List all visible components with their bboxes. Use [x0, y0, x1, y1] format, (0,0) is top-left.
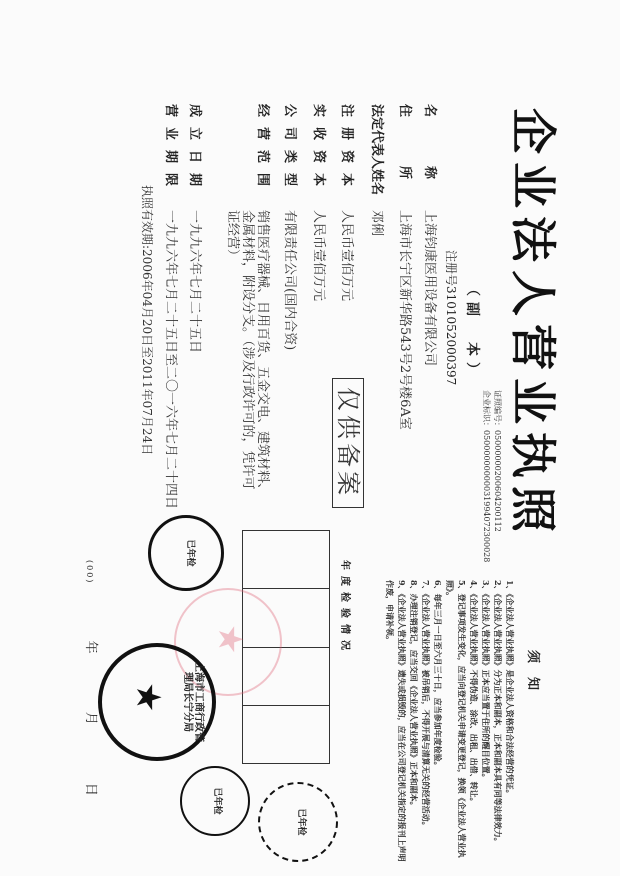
field-value-name: 上海钧康医用设备有限公司 — [422, 210, 437, 367]
field-value-term: 一九九六年七月二十五日至二〇一六年七月二十四日 — [163, 210, 178, 510]
enterprise-id: 企业标识：05000000000031994072300028 — [482, 390, 491, 563]
seal-text: 已年检 — [212, 787, 222, 815]
annual-inspection-seal — [148, 515, 224, 591]
issue-date-prefix: (00) — [85, 560, 94, 585]
star-icon: ★ — [210, 624, 250, 655]
field-label-established: 成立日期 — [187, 104, 202, 197]
issue-date — [82, 560, 98, 798]
notes-title: 须知 — [525, 650, 540, 705]
registration-number: 注册号3101052000397 — [444, 250, 458, 386]
issue-year: 年 — [83, 640, 98, 656]
field-label-name: 名 称 — [422, 104, 437, 198]
certificate-number: 证照编号：05000000200604200112 — [493, 390, 502, 532]
license-validity: 执照有效期:2006年04月20日至2011年07月24日 — [140, 185, 154, 456]
field-value-address: 上海市长宁区新华路543号2号楼6A室 — [397, 210, 412, 430]
note-item: 2、《企业法人营业执照》分为正本和副本，正本和副本具有同等法律效力。 — [493, 580, 503, 846]
note-item: 8、办理注销登记，应当交回《企业法人营业执照》正本和副本。 — [409, 580, 419, 810]
notes-list — [384, 580, 516, 866]
field-label-term: 营业期限 — [163, 104, 178, 197]
field-label-business-scope: 经营范围 — [255, 104, 270, 197]
note-item: 4、《企业法人营业执照》不得伪造、涂改、出租、出借、转让。 — [469, 580, 479, 806]
field-label-registered-capital: 注册资本 — [339, 104, 354, 197]
field-value-legal-rep: 邓俐 — [369, 210, 384, 237]
filing-only-stamp: 仅供备案 — [332, 378, 364, 508]
annual-inspection-seal — [180, 766, 250, 836]
field-value-business-scope: 销售医疗器械、日用百货、五金交电、建筑材料、金属材料，附设分支。（涉及行政许可的，凭许可证经营） — [225, 210, 270, 497]
inspection-cell — [243, 531, 329, 589]
star-icon: ★ — [128, 682, 168, 713]
note-item: 6、每年三月一日至六月三十日，应当参加年度检验。 — [433, 580, 443, 770]
seal-text: 已年检 — [296, 808, 306, 836]
inspection-cell — [243, 706, 329, 763]
note-item: 9、《企业法人营业执照》遗失或损毁的，应当在公司登记机关指定的报刊上声明作废，申请补领。 — [385, 580, 407, 862]
field-value-paid-capital: 人民币壹佰万元 — [311, 210, 326, 302]
field-label-address: 住 所 — [397, 104, 412, 198]
note-item: 1、《企业法人营业执照》是企业法人资格和合法经营的凭证。 — [505, 580, 515, 798]
field-value-registered-capital: 人民币壹佰万元 — [339, 210, 354, 302]
field-value-company-type: 有限责任公司(国内合资) — [282, 210, 297, 351]
issue-month: 月 — [83, 711, 98, 727]
issue-day: 日 — [83, 782, 98, 798]
note-item: 3、《企业法人营业执照》正本应当置于住所的醒目位置。 — [481, 580, 491, 782]
note-item: 7、《企业法人营业执照》被吊销后，不得开展与清算无关的经营活动。 — [421, 580, 431, 830]
license-title: 企业法人营业执照 — [506, 108, 560, 540]
annual-inspection-seal — [258, 782, 338, 862]
authority-seal — [98, 643, 216, 761]
field-label-paid-capital: 实收资本 — [311, 104, 326, 197]
copy-label: （副 本） — [464, 282, 480, 382]
note-item: 5、登记事项发生变化，应当向登记机关申请变更登记，换领《企业法人营业执照》。 — [445, 580, 467, 858]
field-label-legal-rep: 法定代表人姓名 — [369, 104, 384, 196]
seal-text: 已年检 — [185, 539, 195, 567]
annual-inspection-heading: 年度检验情况 — [339, 560, 350, 656]
field-label-company-type: 公司类型 — [282, 104, 297, 197]
field-value-established: 一九九六年七月二十五日 — [187, 210, 202, 354]
authority-seal-text: 上海市工商行政管理局长宁分局 — [182, 662, 204, 742]
